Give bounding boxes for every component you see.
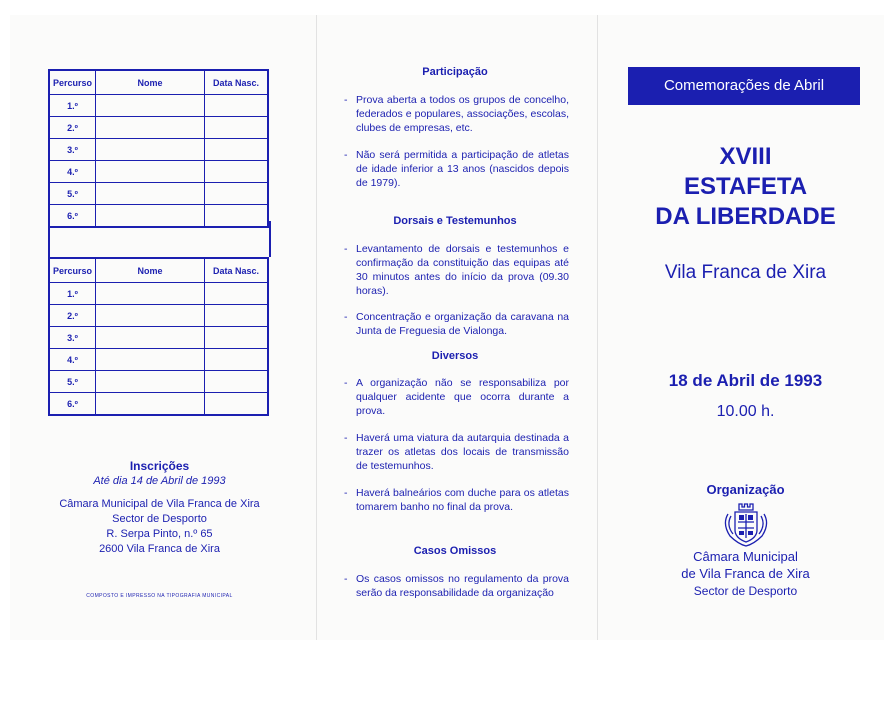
- birthdate-cell[interactable]: [205, 117, 269, 139]
- birthdate-cell[interactable]: [205, 95, 269, 117]
- event-time: 10.00 h.: [716, 403, 775, 420]
- event-date: 18 de Abril de 1993: [668, 371, 823, 390]
- birthdate-cell[interactable]: [205, 139, 269, 161]
- table-row: [49, 117, 268, 139]
- birthdate-cell[interactable]: [205, 161, 269, 183]
- table-spacer: [48, 221, 271, 257]
- organization-title: Organização: [706, 482, 785, 497]
- registration-table-1: [48, 69, 269, 228]
- list-item: - Haverá uma viatura da autarquia destinada a trazer os atletas dos locais de transmissão de testemunhos.: [344, 432, 569, 472]
- name-cell[interactable]: [96, 371, 205, 393]
- list-item: - Concentração e organização da caravana na Junta de Freguesia de Vialonga.: [344, 311, 569, 337]
- table-row: [49, 349, 268, 371]
- municipal-crest-icon: [718, 500, 774, 553]
- birthdate-cell[interactable]: [205, 349, 269, 371]
- row-label: 6.º: [49, 205, 96, 228]
- section-title-casos-omissos: Casos Omissos: [413, 545, 497, 557]
- event-banner: Comemorações de Abril: [628, 67, 860, 105]
- table-row: [49, 183, 268, 205]
- event-city: Vila Franca de Xira: [664, 262, 827, 283]
- list-item: - Haverá balneários com duche para os atletas tomarem banho no final da prova.: [344, 487, 569, 513]
- table-row: [49, 393, 268, 416]
- header-data-nasc: Data Nasc.: [205, 70, 269, 95]
- row-label: 2.º: [49, 305, 96, 327]
- row-label: 4.º: [49, 161, 96, 183]
- list-item: - Levantamento de dorsais e testemunhos e confirmação da constituição das equipas até 30 minutos antes do início da prova (09.30 horas).: [344, 243, 569, 297]
- birthdate-cell[interactable]: [205, 393, 269, 416]
- list-item: - Prova aberta a todos os grupos de concelho, federados e populares, associações, escolas, clubes de empresas, etc.: [344, 94, 569, 134]
- table-row: [49, 283, 268, 305]
- header-percurso: Percurso: [49, 70, 96, 95]
- table-row: [49, 327, 268, 349]
- inscricoes-line: 2600 Vila Franca de Xira: [99, 543, 220, 555]
- fold-line-left: [316, 15, 317, 640]
- inscricoes-line: Sector de Desporto: [112, 513, 207, 525]
- inscricoes-title: Inscrições: [129, 459, 190, 473]
- inscricoes-deadline: Até dia 14 de Abril de 1993: [93, 475, 226, 487]
- header-nome: Nome: [96, 258, 205, 283]
- section-title-diversos: Diversos: [431, 350, 479, 362]
- name-cell[interactable]: [96, 393, 205, 416]
- row-label: 1.º: [49, 283, 96, 305]
- name-cell[interactable]: [96, 327, 205, 349]
- table-row: [49, 305, 268, 327]
- table-row: [49, 371, 268, 393]
- printer-note: COMPOSTO E IMPRESSO NA TIPOGRAFIA MUNICIPAL: [86, 593, 233, 599]
- name-cell[interactable]: [96, 183, 205, 205]
- event-title-line: DA LIBERDADE: [655, 203, 836, 230]
- header-data-nasc: Data Nasc.: [205, 258, 269, 283]
- list-item: - Não será permitida a participação de atletas de idade inferior a 13 anos (nascidos depois de 1979).: [344, 149, 569, 189]
- birthdate-cell[interactable]: [205, 305, 269, 327]
- list-item: - Os casos omissos no regulamento da prova serão da responsabilidade da organização: [344, 573, 569, 599]
- inscricoes-line: R. Serpa Pinto, n.º 65: [106, 528, 213, 540]
- fold-line-right: [597, 15, 598, 640]
- row-label: 6.º: [49, 393, 96, 416]
- name-cell[interactable]: [96, 117, 205, 139]
- name-cell[interactable]: [96, 139, 205, 161]
- list-item: - A organização não se responsabiliza por qualquer acidente que ocorra durante a prova.: [344, 377, 569, 417]
- row-label: 3.º: [49, 139, 96, 161]
- header-nome: Nome: [96, 70, 205, 95]
- name-cell[interactable]: [96, 95, 205, 117]
- table-row: [49, 95, 268, 117]
- name-cell[interactable]: [96, 161, 205, 183]
- organization-line: Sector de Desporto: [693, 584, 798, 598]
- inscricoes-line: Câmara Municipal de Vila Franca de Xira: [59, 498, 260, 510]
- birthdate-cell[interactable]: [205, 183, 269, 205]
- birthdate-cell[interactable]: [205, 283, 269, 305]
- section-title-participacao: Participação: [422, 66, 488, 78]
- row-label: 4.º: [49, 349, 96, 371]
- organization-line: de Vila Franca de Xira: [681, 566, 810, 581]
- row-label: 5.º: [49, 183, 96, 205]
- event-title-line: XVIII: [719, 143, 772, 170]
- birthdate-cell[interactable]: [205, 327, 269, 349]
- table-row: [49, 139, 268, 161]
- name-cell[interactable]: [96, 349, 205, 371]
- name-cell[interactable]: [96, 305, 205, 327]
- table-row: [49, 161, 268, 183]
- birthdate-cell[interactable]: [205, 371, 269, 393]
- inscricoes-block: [48, 459, 271, 557]
- header-percurso: Percurso: [49, 258, 96, 283]
- event-title-line: ESTAFETA: [683, 173, 808, 200]
- registration-table-2: [48, 257, 269, 416]
- row-label: 1.º: [49, 95, 96, 117]
- section-title-dorsais: Dorsais e Testemunhos: [393, 215, 517, 227]
- row-label: 5.º: [49, 371, 96, 393]
- name-cell[interactable]: [96, 283, 205, 305]
- row-label: 2.º: [49, 117, 96, 139]
- organization-line: Câmara Municipal: [693, 549, 798, 564]
- row-label: 3.º: [49, 327, 96, 349]
